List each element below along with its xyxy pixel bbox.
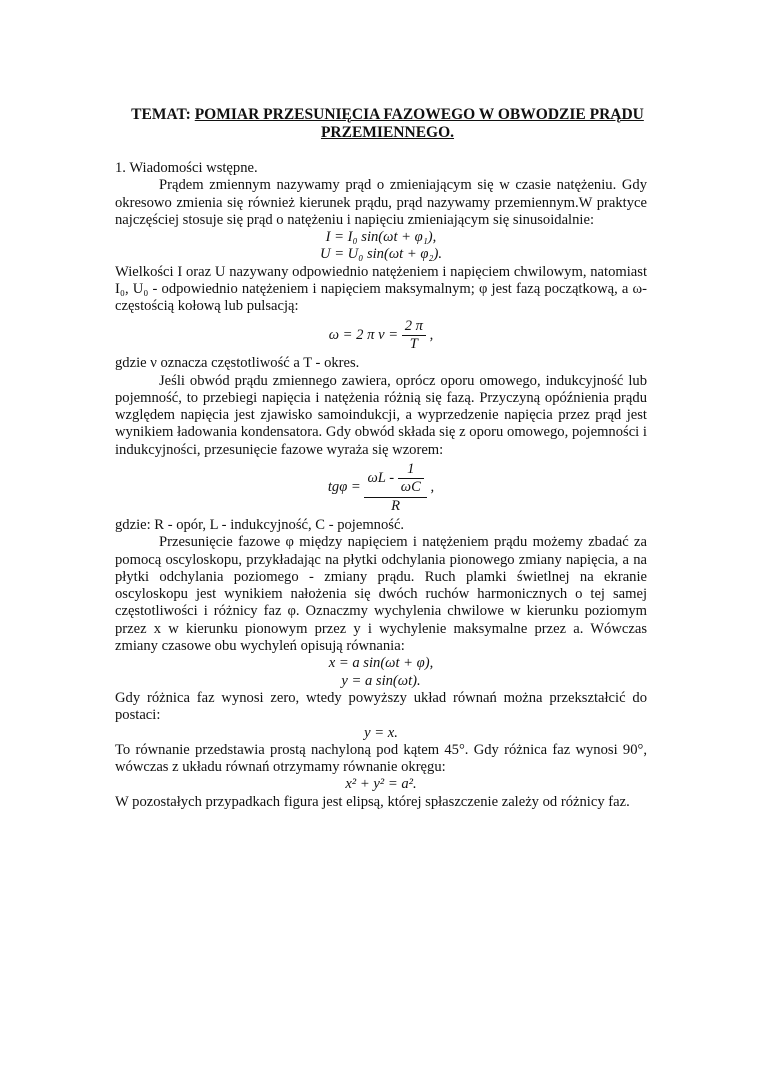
paragraph-2: Wielkości I oraz U nazywany odpowiednio natężeniem i napięciem chwilowym, natomiast I₀, U₀ - odpowiednio natężeniem i napięciem maksymalnym; φ jest fazą początkową, a ω- częstością kołową lub pulsacją: [115,263,647,315]
omega-numerator: 2 π [402,318,426,336]
tg-denominator: R [391,497,401,514]
equation-5: y = x. [364,724,398,741]
page-title [100,106,675,142]
omega-tail: , [429,326,434,343]
equation-4: y = a sin(ωt). [341,672,421,689]
document-body [115,160,647,811]
tg-inner-denominator: ωC [400,479,421,496]
paragraph-9: W pozostałych przypadkach figura jest elipsą, której spłaszczenie zależy od różnicy faz. [115,793,630,810]
tg-formula [115,461,647,515]
omega-formula [115,318,647,354]
paragraph-4: Jeśli obwód prądu zmiennego zawiera, oprócz oporu omowego, indukcyjność lub pojemność, to przebiegi napięcia i natężenia różnią się fazą. Przyczyną opóźnienia prądu względem napięcia jest zjawisko samoindukcji, a wyprzedzenie napięcia przez prąd jest wynikiem ładowania kondensatora. Gdy obwód składa się z oporu omowego, pojemności i indukcyjności, przesunięcie fazowe wyraża się wzorem: [115,372,647,458]
paragraph-8: To równanie przedstawia prostą nachyloną pod kątem 45°. Gdy różnica faz wynosi 90°, wówczas z układu równań otrzymamy równanie okręgu: [115,741,647,776]
tg-inner-fraction [398,461,424,497]
equation-6: x² + y² = a². [345,776,417,793]
tg-lhs: tgφ = [327,479,361,496]
title-prefix: TEMAT: [131,106,195,123]
tg-fraction [364,461,426,515]
equation-1: I = I₀ sin(ωt + φ₁), [325,229,437,246]
title-underlined: POMIAR PRZESUNIĘCIA FAZOWEGO W OBWODZIE PRĄDU PRZEMIENNEGO. [194,106,644,141]
tg-tail: , [430,479,435,496]
omega-lhs: ω = 2 π ν = [328,326,399,343]
tg-numerator-text: ωL - [367,470,395,487]
paragraph-3: gdzie ν oznacza częstotliwość a T - okres. [115,355,360,372]
omega-fraction [402,318,426,354]
omega-denominator: T [409,335,418,352]
equation-2: U = U₀ sin(ωt + φ₂). [320,246,442,263]
paragraph-5: gdzie: R - opór, L - indukcyjność, C - pojemność. [115,516,405,533]
paragraph-7: Gdy różnica faz wynosi zero, wtedy powyższy układ równań można przekształcić do postaci: [115,689,647,724]
section-heading: 1. Wiadomości wstępne. [115,160,258,176]
paragraph-1: Prądem zmiennym nazywamy prąd o zmieniającym się w czasie natężeniu. Gdy okresowo zmienia się również kierunek prądu, prąd nazywamy przemiennym.W praktyce najczęściej stosuje się prąd o natężeniu i napięciu zmieniającym się sinusoidalnie: [115,177,647,228]
tg-numerator [364,461,426,498]
paragraph-6: Przesunięcie fazowe φ między napięciem i natężeniem prądu możemy zbadać za pomocą oscyloskopu, przykładając na płytki odchylania pionowego zmiany napięcia, a na płytki odchylania poziomego - zmiany prądu. Ruch plamki świetlnej na ekranie oscyloskopu jest wynikiem nałożenia się dwóch ruchów harmonicznych o tej samej częstotliwości i różnicy faz φ. Oznaczmy wychylenia chwilowe w kierunku poziomym przez x w kierunku pionowym przez y i wychylenie maksymalne przez a. Wówczas zmiany czasowe obu wychyleń opisują równania: [115,534,647,655]
tg-inner-numerator: 1 [398,461,424,479]
equation-3: x = a sin(ωt + φ), [328,655,434,672]
